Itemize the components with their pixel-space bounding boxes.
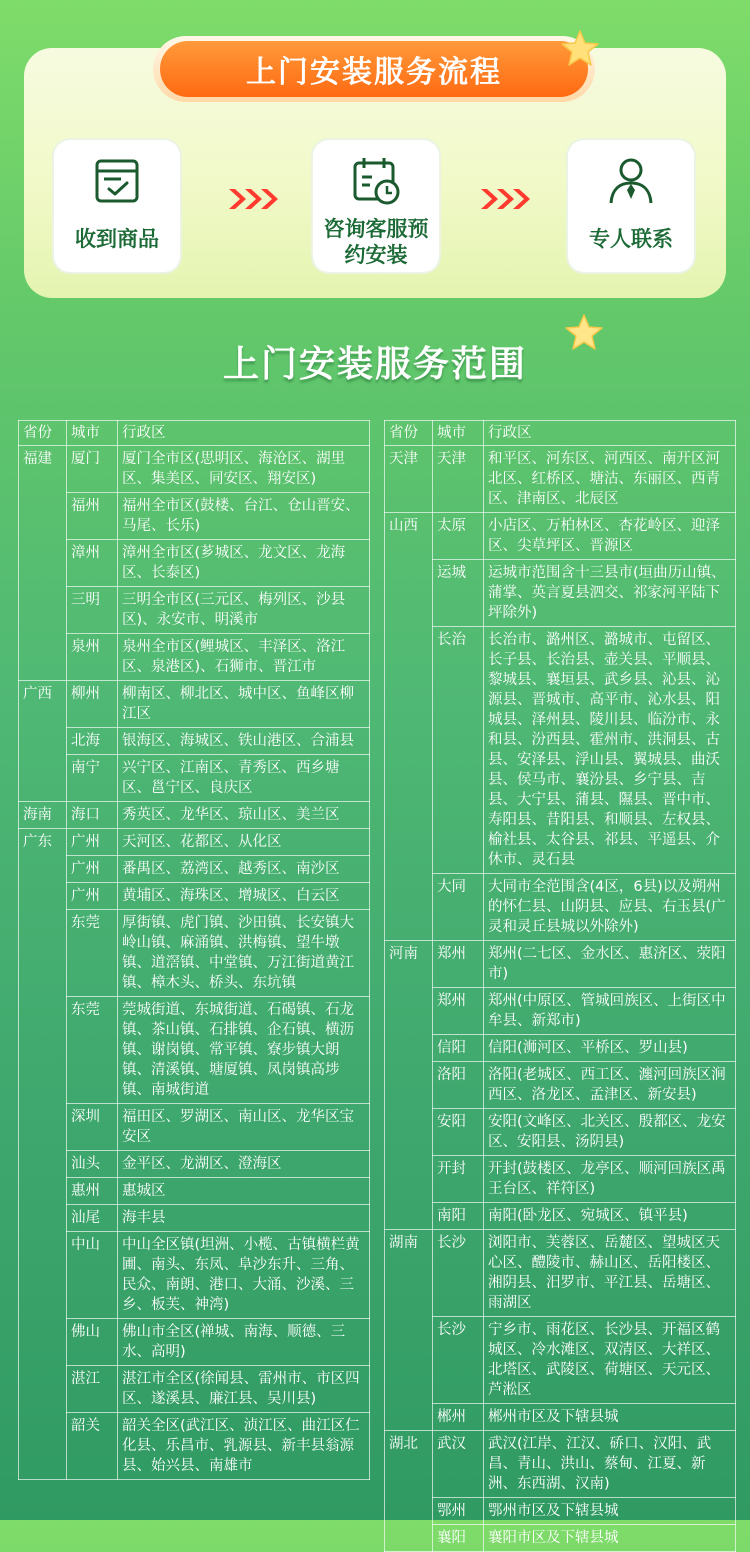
district-cell: 洛阳(老城区、西工区、瀍河回族区涧西区、洛龙区、孟津区、新安县): [484, 1062, 736, 1109]
table-row: [385, 941, 736, 988]
province-cell: 海南: [19, 802, 67, 829]
district-cell: 郑州(二七区、金水区、惠济区、荥阳市): [484, 941, 736, 988]
table-row: [19, 681, 370, 728]
city-cell: 海口: [67, 802, 118, 829]
star-decoration-icon: [560, 28, 600, 68]
province-cell: 广东: [19, 829, 67, 1480]
person-tie-icon: [605, 155, 657, 207]
service-range-title: 上门安装服务范围: [222, 344, 527, 385]
table-row: [19, 1366, 370, 1413]
city-cell: 广州: [67, 829, 118, 856]
city-cell: 太原: [433, 513, 484, 560]
district-cell: 宁乡市、雨花区、长沙县、开福区鹤城区、冷水滩区、双清区、大祥区、北塔区、武陵区、荷塘区、天元区、芦淞区: [484, 1317, 736, 1404]
city-cell: 广州: [67, 883, 118, 910]
city-cell: 长沙: [433, 1317, 484, 1404]
district-cell: 泉州全市区(鲤城区、丰泽区、洛江区、泉港区)、石狮市、晋江市: [118, 634, 370, 681]
city-cell: 广州: [67, 856, 118, 883]
district-cell: 大同市全范围含(4区，6县)以及朔州的怀仁县、山阴县、应县、右玉县(广灵和灵丘县城以外除外): [484, 874, 736, 941]
city-cell: 郑州: [433, 941, 484, 988]
table-row: [385, 560, 736, 627]
district-cell: 惠城区: [118, 1178, 370, 1205]
step-receive-goods: [54, 140, 180, 272]
city-cell: 运城: [433, 560, 484, 627]
table-header-row: [19, 421, 370, 446]
province-cell: 福建: [19, 446, 67, 681]
district-cell: 小店区、万柏林区、杏花岭区、迎泽区、尖草坪区、晋源区: [484, 513, 736, 560]
city-cell: 南阳: [433, 1203, 484, 1230]
header-city: 城市: [433, 421, 484, 446]
district-cell: 佛山市全区(禅城、南海、顺德、三水、高明): [118, 1319, 370, 1366]
city-cell: 柳州: [67, 681, 118, 728]
district-cell: 郴州市区及下辖县城: [484, 1404, 736, 1431]
table-header-row: [385, 421, 736, 446]
city-cell: 深圳: [67, 1104, 118, 1151]
table-row: [19, 587, 370, 634]
district-cell: 南阳(卧龙区、宛城区、镇平县): [484, 1203, 736, 1230]
table-row: [19, 493, 370, 540]
table-row: [385, 513, 736, 560]
district-cell: 番禺区、荔湾区、越秀区、南沙区: [118, 856, 370, 883]
table-row: [19, 1413, 370, 1480]
city-cell: 汕尾: [67, 1205, 118, 1232]
table-row: [19, 829, 370, 856]
province-cell: 河南: [385, 941, 433, 1230]
province-cell: 广西: [19, 681, 67, 802]
city-cell: 厦门: [67, 446, 118, 493]
district-cell: 信阳(浉河区、平桥区、罗山县): [484, 1035, 736, 1062]
table-row: [19, 634, 370, 681]
city-cell: 福州: [67, 493, 118, 540]
city-cell: 鄂州: [433, 1498, 484, 1525]
calendar-clock-icon: [350, 155, 402, 207]
city-cell: 襄阳: [433, 1525, 484, 1552]
district-cell: 金平区、龙湖区、澄海区: [118, 1151, 370, 1178]
city-cell: 漳州: [67, 540, 118, 587]
table-row: [19, 1178, 370, 1205]
district-cell: 长治市、潞州区、潞城市、屯留区、长子县、长治县、壶关县、平顺县、黎城县、襄垣县、武乡县、沁县、沁源县、晋城市、高平市、沁水县、阳城县、泽州县、陵川县、临汾市、永和县、汾西县、霍州市、洪洞县、古县、安泽县、浮山县、翼城县、曲沃县、侯马市、襄汾县、乡宁县、吉县、大宁县、蒲县、隰县、晋中市、寿阳县、昔阳县、和顺县、左权县、榆社县、太谷县、祁县、平遥县、介休市、灵石县: [484, 627, 736, 874]
header-district: 行政区: [118, 421, 370, 446]
district-cell: 黄埔区、海珠区、增城区、白云区: [118, 883, 370, 910]
district-cell: 福州全市区(鼓楼、台江、仓山晋安、马尾、长乐): [118, 493, 370, 540]
table-row: [385, 1035, 736, 1062]
checklist-box-icon: [91, 155, 143, 207]
table-row: [19, 1232, 370, 1319]
table-row: [385, 1404, 736, 1431]
triple-chevron-right-icon: [479, 186, 533, 212]
city-cell: 韶关: [67, 1413, 118, 1480]
table-row: [385, 1156, 736, 1203]
triple-chevron-right-icon: [227, 186, 281, 212]
district-cell: 湛江市全区(徐闻县、雷州市、市区四区、遂溪县、廉江县、吴川县): [118, 1366, 370, 1413]
district-cell: 三明全市区(三元区、梅列区、沙县区)、永安市、明溪市: [118, 587, 370, 634]
table-row: [19, 910, 370, 997]
city-cell: 汕头: [67, 1151, 118, 1178]
district-cell: 和平区、河东区、河西区、南开区河北区、红桥区、塘沽、东丽区、西青区、津南区、北辰区: [484, 446, 736, 513]
table-row: [19, 1205, 370, 1232]
table-row: [19, 1151, 370, 1178]
table-row: [19, 1319, 370, 1366]
district-cell: 运城市范围含十三县市(垣曲历山镇、蒲掌、英言夏县泗交、祁家河平陆下坪除外): [484, 560, 736, 627]
table-row: [19, 997, 370, 1104]
city-cell: 郴州: [433, 1404, 484, 1431]
district-cell: 韶关全区(武江区、浈江区、曲江区仁化县、乐昌市、乳源县、新丰县翁源县、始兴县、南雄市: [118, 1413, 370, 1480]
city-cell: 安阳: [433, 1109, 484, 1156]
header-city: 城市: [67, 421, 118, 446]
step-consult-service: [313, 140, 439, 272]
table-row: [385, 627, 736, 874]
table-row: [385, 874, 736, 941]
step-label: 咨询客服预约安装: [323, 217, 429, 267]
district-cell: 安阳(文峰区、北关区、殷都区、龙安区、安阳县、汤阴县): [484, 1109, 736, 1156]
province-cell: 天津: [385, 446, 433, 513]
service-range-table-right: [384, 420, 736, 1552]
district-cell: 漳州全市区(芗城区、龙文区、龙海区、长泰区): [118, 540, 370, 587]
district-cell: 鄂州市区及下辖县城: [484, 1498, 736, 1525]
city-cell: 北海: [67, 728, 118, 755]
district-cell: 厦门全市区(思明区、海沧区、湖里区、集美区、同安区、翔安区): [118, 446, 370, 493]
city-cell: 长沙: [433, 1230, 484, 1317]
district-cell: 柳南区、柳北区、城中区、鱼峰区柳江区: [118, 681, 370, 728]
table-row: [19, 446, 370, 493]
district-cell: 秀英区、龙华区、琼山区、美兰区: [118, 802, 370, 829]
table-row: [385, 1431, 736, 1498]
city-cell: 中山: [67, 1232, 118, 1319]
header-district: 行政区: [484, 421, 736, 446]
province-cell: 山西: [385, 513, 433, 941]
city-cell: 三明: [67, 587, 118, 634]
service-range-table-left: [18, 420, 370, 1480]
table-row: [19, 755, 370, 802]
district-cell: 厚街镇、虎门镇、沙田镇、长安镇大岭山镇、麻涌镇、洪梅镇、望牛墩镇、道滘镇、中堂镇、万江街道黄江镇、樟木头、桥头、东坑镇: [118, 910, 370, 997]
city-cell: 惠州: [67, 1178, 118, 1205]
table-row: [385, 1230, 736, 1317]
city-cell: 大同: [433, 874, 484, 941]
header-province: 省份: [19, 421, 67, 446]
city-cell: 东莞: [67, 997, 118, 1104]
table-row: [385, 1203, 736, 1230]
process-title: 上门安装服务流程: [160, 41, 588, 97]
city-cell: 天津: [433, 446, 484, 513]
district-cell: 郑州(中原区、管城回族区、上街区中牟县、新郑市): [484, 988, 736, 1035]
step-label: 收到商品: [75, 227, 159, 251]
city-cell: 泉州: [67, 634, 118, 681]
table-row: [19, 540, 370, 587]
table-row: [385, 1498, 736, 1525]
city-cell: 洛阳: [433, 1062, 484, 1109]
table-row: [385, 988, 736, 1035]
city-cell: 郑州: [433, 988, 484, 1035]
table-row: [19, 802, 370, 829]
step-label: 专人联系: [589, 227, 673, 251]
table-row: [19, 728, 370, 755]
city-cell: 南宁: [67, 755, 118, 802]
province-cell: 湖北: [385, 1431, 433, 1552]
district-cell: 福田区、罗湖区、南山区、龙华区宝安区: [118, 1104, 370, 1151]
district-cell: 莞城街道、东城街道、石碣镇、石龙镇、茶山镇、石排镇、企石镇、横沥镇、谢岗镇、常平镇、寮步镇大朗镇、清溪镇、塘厦镇、凤岗镇高埗镇、南城街道: [118, 997, 370, 1104]
district-cell: 天河区、花都区、从化区: [118, 829, 370, 856]
table-row: [385, 1317, 736, 1404]
table-row: [19, 856, 370, 883]
district-cell: 襄阳市区及下辖县城: [484, 1525, 736, 1552]
table-row: [19, 883, 370, 910]
city-cell: 武汉: [433, 1431, 484, 1498]
city-cell: 信阳: [433, 1035, 484, 1062]
district-cell: 海丰县: [118, 1205, 370, 1232]
step-dedicated-contact: [568, 140, 694, 272]
district-cell: 兴宁区、江南区、青秀区、西乡塘区、邕宁区、良庆区: [118, 755, 370, 802]
district-cell: 开封(鼓楼区、龙亭区、顺河回族区禹王台区、祥符区): [484, 1156, 736, 1203]
district-cell: 浏阳市、芙蓉区、岳麓区、望城区天心区、醴陵市、赫山区、岳阳楼区、湘阴县、汨罗市、平江县、岳塘区、雨湖区: [484, 1230, 736, 1317]
district-cell: 武汉(江岸、江汉、硚口、汉阳、武昌、青山、洪山、蔡甸、江夏、新洲、东西湖、汉南): [484, 1431, 736, 1498]
city-cell: 长治: [433, 627, 484, 874]
table-row: [385, 1525, 736, 1552]
table-row: [385, 1062, 736, 1109]
province-cell: 湖南: [385, 1230, 433, 1431]
city-cell: 开封: [433, 1156, 484, 1203]
city-cell: 佛山: [67, 1319, 118, 1366]
table-row: [385, 446, 736, 513]
district-cell: 银海区、海城区、铁山港区、合浦县: [118, 728, 370, 755]
header-province: 省份: [385, 421, 433, 446]
city-cell: 湛江: [67, 1366, 118, 1413]
table-row: [385, 1109, 736, 1156]
city-cell: 东莞: [67, 910, 118, 997]
table-row: [19, 1104, 370, 1151]
district-cell: 中山全区镇(坦洲、小榄、古镇横栏黄圃、南头、东凤、阜沙东升、三角、民众、南朗、港口、大涌、沙溪、三乡、板芙、神湾): [118, 1232, 370, 1319]
